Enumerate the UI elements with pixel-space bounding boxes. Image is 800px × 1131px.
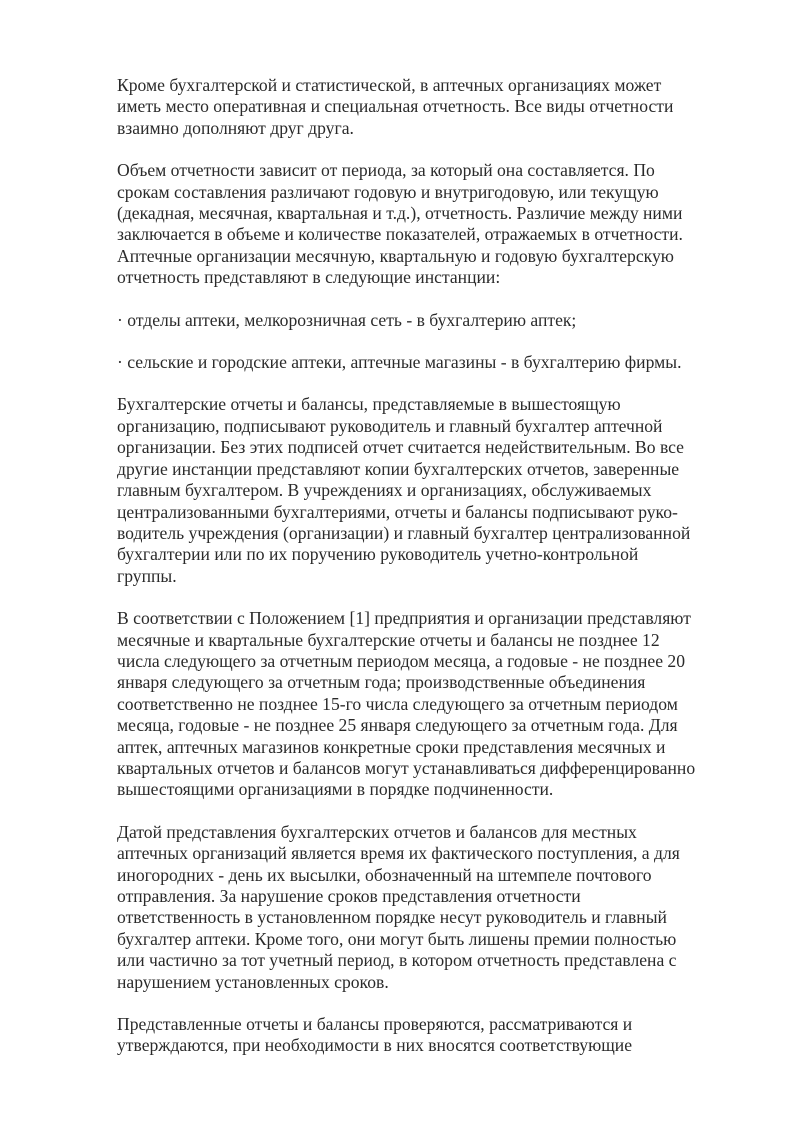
paragraph-line: нарушением установленных сроков.	[117, 971, 389, 992]
paragraph-line: В соответствии с Положением [1] предприятия и организации представляют	[117, 608, 691, 629]
paragraph-line: главным бухгалтером. В учреждениях и организациях, обслуживаемых	[117, 480, 652, 501]
paragraph-line: бухгалтерии или по их поручению руководитель учетно-контрольной	[117, 544, 639, 565]
paragraph-line: Датой представления бухгалтерских отчетов и балансов для местных	[117, 821, 637, 842]
paragraph-line: Представленные отчеты и балансы проверяются, рассматриваются и	[117, 1014, 633, 1035]
paragraph-reporting-volume	[117, 160, 747, 288]
paragraph-line: отчетность представляют в следующие инстанции:	[117, 267, 501, 288]
paragraph-line: Объем отчетности зависит от периода, за который она составляется. По	[117, 160, 655, 181]
paragraph-line: утверждаются, при необходимости в них вносятся соответствующие	[117, 1035, 633, 1056]
paragraph-line: месяца, годовые - не позднее 25 января следующего за отчетным года. Для	[117, 715, 678, 736]
paragraph-line: отправления. За нарушение сроков представления отчетности	[117, 886, 581, 906]
paragraph-line: аптечных организаций является время их фактического поступления, а для	[117, 843, 680, 864]
paragraph-line: января следующего за отчетным года; производственные объединения	[117, 672, 646, 693]
paragraph-line: срокам составления различают годовую и внутригодовую, или текущую	[117, 181, 659, 202]
paragraph-line: иметь место оперативная и специальная отчетность. Все виды отчетности	[117, 96, 674, 117]
paragraph-line: водитель учреждения (организации) и главный бухгалтер централизованной	[117, 522, 691, 543]
paragraph-line: взаимно дополняют друг друга.	[117, 117, 354, 138]
document-body	[117, 75, 747, 1078]
paragraph-line: организацию, подписывают руководитель и главный бухгалтер аптечной	[117, 415, 663, 436]
paragraph-signatures	[117, 394, 747, 587]
paragraph-line: организации. Без этих подписей отчет считается недействительным. Во все	[117, 437, 684, 458]
list-item-pharmacy-departments	[117, 310, 747, 331]
list-item-rural-urban-pharmacies	[117, 352, 747, 373]
paragraph-line: соответственно не позднее 15-го числа следующего за отчетным периодом	[117, 693, 678, 714]
paragraph-line: · отделы аптеки, мелкорозничная сеть - в бухгалтерию аптек;	[117, 309, 577, 330]
paragraph-deadlines	[117, 608, 747, 801]
paragraph-line: · сельские и городские аптеки, аптечные магазины - в бухгалтерию фирмы.	[117, 352, 682, 373]
paragraph-line: централизованными бухгалтериями, отчеты и балансы подписывают руко-	[117, 501, 678, 522]
paragraph-line: ответственность в установленном порядке несут руководитель и главный	[117, 907, 667, 928]
paragraph-line: группы.	[117, 565, 177, 586]
paragraph-review	[117, 1014, 747, 1057]
paragraph-line: или частично за тот учетный период, в котором отчетность представлена с	[117, 950, 677, 971]
paragraph-line: иногородних - день их высылки, обозначенный на штемпеле почтового	[117, 864, 652, 885]
paragraph-line: Кроме бухгалтерской и статистической, в аптечных организациях может	[117, 75, 662, 95]
paragraph-line: числа следующего за отчетным периодом месяца, а годовые - не позднее 20	[117, 650, 686, 671]
paragraph-line: Аптечные организации месячную, квартальную и годовую бухгалтерскую	[117, 245, 674, 266]
paragraph-line: заключается в объеме и количестве показателей, отражаемых в отчетности.	[117, 224, 683, 245]
paragraph-line: (декадная, месячная, квартальная и т.д.), отчетность. Различие между ними	[117, 203, 683, 224]
paragraph-line: квартальных отчетов и балансов могут устанавливаться дифференцированно	[117, 757, 696, 778]
paragraph-submission-date	[117, 822, 747, 993]
paragraph-line: вышестоящими организациями в порядке подчиненности.	[117, 779, 554, 800]
paragraph-line: другие инстанции представляют копии бухгалтерских отчетов, заверенные	[117, 458, 680, 479]
paragraph-line: месячные и квартальные бухгалтерские отчеты и балансы не позднее 12	[117, 629, 660, 650]
paragraph-line: бухгалтер аптеки. Кроме того, они могут быть лишены премии полностью	[117, 928, 677, 949]
paragraph-line: аптек, аптечных магазинов конкретные сроки представления месячных и	[117, 736, 666, 757]
paragraph-other-reporting	[117, 75, 747, 139]
paragraph-line: Бухгалтерские отчеты и балансы, представляемые в вышестоящую	[117, 394, 621, 415]
